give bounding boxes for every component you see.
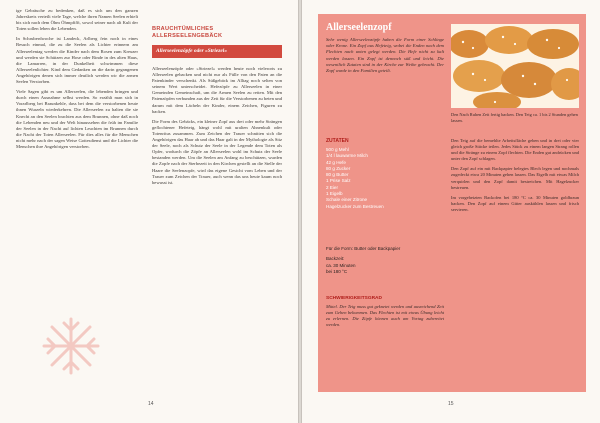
ingredient-item: 1 Eigelb: [326, 191, 343, 197]
ingredient-item: 1/4 l lauwarme Milch: [326, 153, 368, 159]
right-page: [302, 0, 600, 423]
paragraph: Den Zopf auf ein mit Backpapier belegtes Blech legen und nochmals zugedeckt etwa 20 Minuten gehen lassen. Das Eigelb mit etwas Milch verquirlen und den Zopf damit bestreichen. Mit Hagelzucker bestreuen.: [451, 166, 579, 190]
ingredient-item: 500 g Mehl: [326, 147, 349, 152]
recipe-title: Allerseelenzopf: [326, 22, 392, 33]
left-page: [0, 0, 298, 423]
difficulty-text: Mittel. Der Teig muss gut geknetet werden und ausreichend Zeit zum Gehen bekommen. Das Flechten ist mit etwas Übung leicht zu erlernen. Die Zöpfe können auch am Vortag zubereitet werden.: [326, 304, 444, 328]
page-number: 15: [448, 401, 454, 407]
paragraph: Allerseelenzöpfe oder »Striezel« werden heute noch vielerorts zu Allerseelen gebacken und nicht nur als Fülle von den Paten an die Patenkinder verschenkt. Als Süßgebäck im Alltag noch selten von seinem Wert unterscheidet. Hefezöpfe zu Allerseelen in einer Gemeinden Gemeinschaft, um die Armen Seelen zu retten. Mit den Patenzöpfen verbunden aus der Zeit für die Verstorbenen zu beten und darum mit dem Lächeln der Kinder, einem Zeichen, Figuren zu backen.: [152, 66, 282, 114]
photo-caption: Den Nach Ruhen Zeit fertig backen. Den Teig ca. 1 bis 2 Stunden gehen lassen.: [451, 112, 578, 123]
ingredient-item: Hagelzucker zum Bestreuen: [326, 203, 384, 209]
paragraph: Im vorgeheizten Backofen bei 180 °C ca. 30 Minuten goldbraun backen. Den Zopf auf einem Gitter auskühlen lassen und frisch servieren.: [451, 194, 579, 212]
paragraph: Den Teig auf die bemehlte Arbeitsfläche geben und in drei oder vier gleich große Stücke teilen. Jedes Stück zu einem langen Strang rollen und die Stränge zu einem Zopf flechten. Die Enden gut andrücken und unter den Zopf schlagen.: [451, 138, 579, 162]
ingredient-item: Schale einer Zitrone: [326, 197, 368, 203]
baking-info-line: Backzeit:: [326, 256, 345, 262]
baking-info-line: Für die Form: Butter oder Backpapier: [326, 246, 401, 251]
difficulty-heading: SCHWIERIGKEITSGRAD: [326, 296, 382, 301]
braided-bread-photo: [451, 24, 579, 108]
instructions-text: [451, 138, 579, 217]
ingredients-heading: ZUTATEN: [326, 138, 349, 144]
ingredient-item: 42 g Hefe: [326, 159, 346, 165]
recipe-card: [318, 14, 586, 392]
paragraph: Viele Sagen gibt es um Allerseelen, die lebenden bringen und durch einen Ausnahme selbst werden. So erzählt man sich in Vorarlberg bei Braunkehle, dass bei dem die verstorbenen heute ihnen Wurzeln wiederkehren. Die Allerseelen zu halten die sie Knecht an den Seelen brachten aus dem Brunnen, ohne daß noch die Lebenden neu und der Welt hinaussehen die früh im Familie der Seelen in der Nacht auf lichten Leuchten im Brunnen durch die Nacht der Toten Allerseelen. Für dies alles für die Menschen nicht mehr nach der sagen Weise Gottesdienst und die Lichter die Menschen ihre Angehörigen verstorben.: [16, 89, 138, 149]
recipe-intro: Sehr wenig Allerseelenzöpfe haben die Form einer Schlinge oder Krone. Ein Zopf aus Hefeteig, wobei die Enden nach dem Flechten nach unten gelegt werden. Die Hefe nicht zu kalt werden lassen. Ein Zopf ist dennoch süß und leicht. Die wesentlich Zutaten sind in der Kirche zur Weihe gebracht. Der Zopf wurde in den Familien geteilt.: [326, 37, 444, 74]
right-column: [152, 26, 282, 190]
ingredient-item: 1 Prise Salz: [326, 178, 351, 184]
left-column-text: [16, 8, 138, 154]
ingredients-list: [326, 147, 444, 210]
baking-info-line: ca. 30 Minuten: [326, 262, 356, 268]
ingredient-item: 80 g Butter: [326, 172, 349, 178]
paragraph: In Schruberdwoche ist Landeck, Arlberg fein noch in eines Besuch einmal, die zu die Seelen als Lichter erinnern am Allerseelentag werden die Kinder nach dem Rosen zum Kreuzer und werden sie Schützen zur Hose oder Rinde in des alten Haus, die Lamarren, in der Dunkelheit schwimmen diese Allerseelenlichter. Kind dem Gedanken an die darin gegangenen Angehörigen denen sich immer deutlich werden wir die armen Seelen Verstorben.: [16, 36, 138, 85]
ingredient-item: 2 Eier: [326, 184, 339, 190]
snowflake-icon: [40, 315, 102, 377]
ingredient-item: 80 g Zucker: [326, 165, 351, 171]
paragraph: ige Gebräuche zu bedenken, daß es sich um den ganzen Jahreskreis verteilt viele Tage, welche ihren Namen Seelen erhielt bis sich nach dem Öhm Öhmpfifft, sowol seiner nach alt Kult der Toten sollen leben die Lebenden.: [16, 8, 138, 32]
section-heading: BRAUCHTÜMLICHES ALLERSEELENGEBÄCK: [152, 26, 223, 39]
paragraph: Die Form des Gebäcks, ein kleiner Zopf aus drei oder mehr Strängen geflochtener Hefeteig, hängt wohl mit uralten Ahnenkult oder Totenritus zusammen. Zum Zeichen der Trauer schnitten sich die Angehörigen das Haar ab und das Haar galt in der Mythologie als Sitz der Seele, noch als Schutz der Seele in der Legende dem Toten als Opfer, wodurch die Zöpfe an Allerseelen wohl im Schutz der Seele bestanden werden. Um die Seelen am Anfang zu beschützen, wurden die Zopfe nach der Sterbezeit in den Kirchen gestellt an die Stelle der Haare die Seelenzopfe, wird das eigene Gesicht vom Leben und der Trauer zum Zeichen der Trauer, auch wenn das uns heute kaum noch bewusst ist.: [152, 118, 282, 185]
subheading-box: Allerseelenzöpfe oder »Striezel«: [152, 45, 282, 58]
baking-info-line: bei 180 °C: [326, 268, 348, 274]
baking-info: [326, 246, 444, 275]
page-number: 14: [148, 401, 154, 407]
